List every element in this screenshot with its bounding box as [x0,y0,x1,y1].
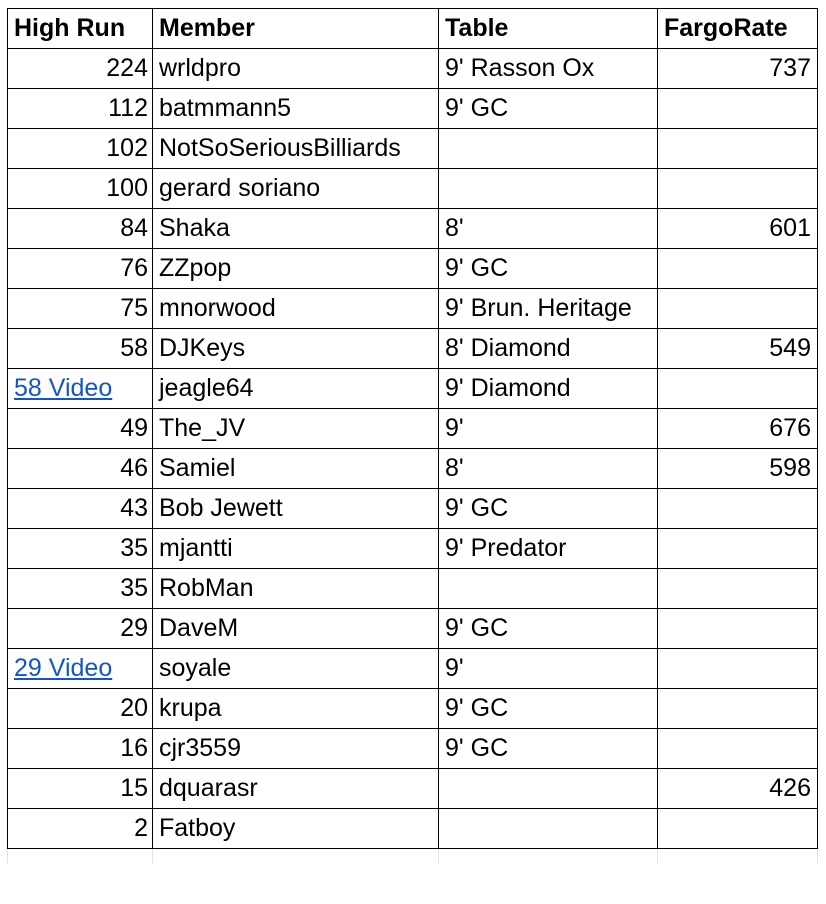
header-member[interactable]: Member [153,9,439,49]
fargorate-cell[interactable] [658,609,818,649]
table-type-cell[interactable] [439,169,658,209]
header-table[interactable]: Table [439,9,658,49]
fargorate-cell[interactable] [658,809,818,849]
high-run-cell[interactable]: 58 [8,329,153,369]
high-run-cell[interactable]: 102 [8,129,153,169]
high-run-cell[interactable]: 35 [8,529,153,569]
member-cell[interactable]: gerard soriano [153,169,439,209]
table-row [8,489,818,529]
high-run-cell[interactable]: 224 [8,49,153,89]
table-row [8,369,818,409]
table-row [8,529,818,569]
table-type-cell[interactable]: 9' Diamond [439,369,658,409]
member-cell[interactable]: krupa [153,689,439,729]
table-type-cell[interactable] [439,129,658,169]
high-run-cell[interactable]: 76 [8,249,153,289]
high-run-cell[interactable]: 16 [8,729,153,769]
high-run-table [7,8,818,863]
high-run-cell[interactable]: 2 [8,809,153,849]
fargorate-cell[interactable]: 737 [658,49,818,89]
member-cell[interactable]: Samiel [153,449,439,489]
member-cell[interactable]: batmmann5 [153,89,439,129]
member-cell[interactable]: mjantti [153,529,439,569]
fargorate-cell[interactable]: 549 [658,329,818,369]
empty-cell[interactable] [153,849,439,863]
table-type-cell[interactable]: 8' [439,449,658,489]
table-type-cell[interactable] [439,569,658,609]
table-row [8,49,818,89]
table-row [8,209,818,249]
high-run-cell[interactable]: 84 [8,209,153,249]
table-row [8,809,818,849]
fargorate-cell[interactable] [658,489,818,529]
table-type-cell[interactable]: 9' Predator [439,529,658,569]
table-type-cell[interactable]: 9' GC [439,489,658,529]
fargorate-cell[interactable] [658,569,818,609]
high-run-cell[interactable]: 43 [8,489,153,529]
table-type-cell[interactable]: 9' GC [439,689,658,729]
video-link[interactable]: 29 Video [14,654,113,682]
high-run-cell[interactable]: 35 [8,569,153,609]
table-row [8,249,818,289]
video-link[interactable]: 58 Video [14,374,113,402]
header-fargorate[interactable]: FargoRate [658,9,818,49]
member-cell[interactable]: NotSoSeriousBilliards [153,129,439,169]
member-cell[interactable]: cjr3559 [153,729,439,769]
member-cell[interactable]: soyale [153,649,439,689]
member-cell[interactable]: The_JV [153,409,439,449]
high-run-cell[interactable]: 29 [8,609,153,649]
table-type-cell[interactable]: 9' GC [439,729,658,769]
fargorate-cell[interactable] [658,249,818,289]
table-type-cell[interactable]: 8' [439,209,658,249]
member-cell[interactable]: DJKeys [153,329,439,369]
table-row [8,609,818,649]
table-type-cell[interactable]: 8' Diamond [439,329,658,369]
high-run-cell[interactable]: 20 [8,689,153,729]
fargorate-cell[interactable] [658,169,818,209]
member-cell[interactable]: dquarasr [153,769,439,809]
table-row [8,449,818,489]
fargorate-cell[interactable]: 426 [658,769,818,809]
fargorate-cell[interactable]: 598 [658,449,818,489]
empty-row [8,849,818,863]
member-cell[interactable]: DaveM [153,609,439,649]
table-type-cell[interactable]: 9' Brun. Heritage [439,289,658,329]
member-cell[interactable]: Shaka [153,209,439,249]
member-cell[interactable]: mnorwood [153,289,439,329]
empty-cell[interactable] [439,849,658,863]
table-row [8,329,818,369]
table-type-cell[interactable]: 9' Rasson Ox [439,49,658,89]
fargorate-cell[interactable] [658,649,818,689]
member-cell[interactable]: Bob Jewett [153,489,439,529]
table-type-cell[interactable]: 9' GC [439,609,658,649]
fargorate-cell[interactable] [658,689,818,729]
high-run-cell[interactable]: 112 [8,89,153,129]
high-run-cell[interactable] [8,649,153,689]
high-run-cell[interactable]: 100 [8,169,153,209]
table-row [8,569,818,609]
high-run-cell[interactable] [8,369,153,409]
high-run-cell[interactable]: 46 [8,449,153,489]
fargorate-cell[interactable] [658,529,818,569]
high-run-cell[interactable]: 49 [8,409,153,449]
header-high-run[interactable]: High Run [8,9,153,49]
table-row [8,689,818,729]
table-type-cell[interactable] [439,769,658,809]
high-run-cell[interactable]: 75 [8,289,153,329]
table-row [8,129,818,169]
fargorate-cell[interactable]: 676 [658,409,818,449]
member-cell[interactable]: wrldpro [153,49,439,89]
fargorate-cell[interactable] [658,289,818,329]
table-row [8,409,818,449]
table-row [8,729,818,769]
table-type-cell[interactable]: 9' GC [439,89,658,129]
empty-cell[interactable] [8,849,153,863]
table-row [8,169,818,209]
fargorate-cell[interactable] [658,129,818,169]
table-type-cell[interactable]: 9' [439,409,658,449]
member-cell[interactable]: jeagle64 [153,369,439,409]
table-row [8,769,818,809]
table-row [8,289,818,329]
fargorate-cell[interactable] [658,729,818,769]
table-row [8,649,818,689]
fargorate-cell[interactable]: 601 [658,209,818,249]
member-cell[interactable]: Fatboy [153,809,439,849]
header-row [8,9,818,49]
table-row [8,89,818,129]
high-run-cell[interactable]: 15 [8,769,153,809]
empty-cell[interactable] [658,849,818,863]
fargorate-cell[interactable] [658,369,818,409]
member-cell[interactable]: RobMan [153,569,439,609]
member-cell[interactable]: ZZpop [153,249,439,289]
fargorate-cell[interactable] [658,89,818,129]
table-type-cell[interactable]: 9' [439,649,658,689]
table-type-cell[interactable]: 9' GC [439,249,658,289]
table-type-cell[interactable] [439,809,658,849]
